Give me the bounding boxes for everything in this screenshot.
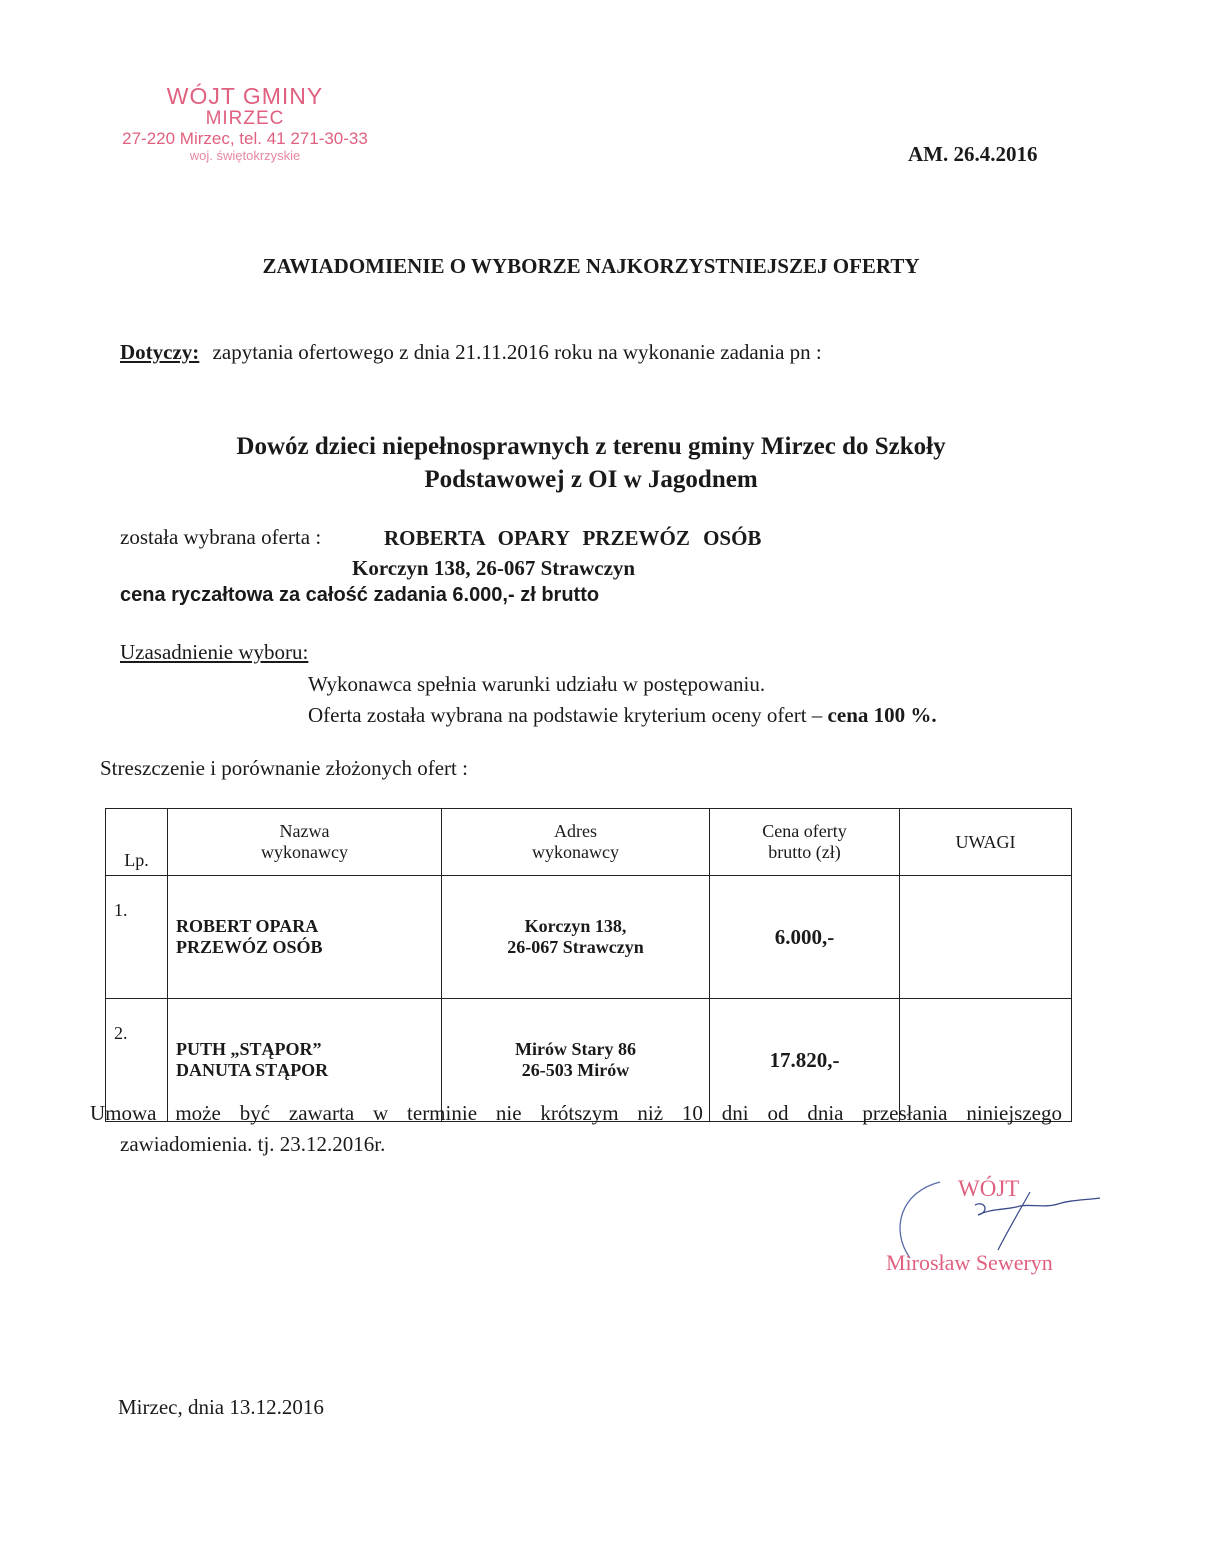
signature-title: WÓJT xyxy=(958,1176,1020,1201)
row-name: ROBERT OPARA PRZEWÓZ OSÓB xyxy=(168,876,442,999)
table-row xyxy=(106,876,1072,999)
row-address: Mirów Stary 86 26-503 Mirów xyxy=(442,999,710,1122)
contract-note-line-1: Umowa może być zawarta w terminie nie krótszym niż 10 dni od dnia przesłania niniejszego xyxy=(90,1101,1062,1125)
selected-offer-label: została wybrana oferta : xyxy=(120,525,322,549)
stamp-line-4: woj. świętokrzyskie xyxy=(189,147,301,163)
header-name: Nazwa wykonawcy xyxy=(168,809,442,876)
selected-offer-price: cena ryczałtowa za całość zadania 6.000,- zł brutto xyxy=(120,584,600,606)
justification-line-2-text: Oferta została wybrana na podstawie kryterium oceny ofert – xyxy=(308,703,823,727)
stamp-line-3: 27-220 Mirzec, tel. 41 271-30-33 xyxy=(122,129,368,149)
contract-note xyxy=(90,1098,1062,1160)
row-lp: 1. xyxy=(106,876,168,999)
stamp-line-2: MIRZEC xyxy=(205,108,285,130)
row-price: 17.820,- xyxy=(710,999,900,1122)
selected-offer-address: Korczyn 138, 26-067 Strawczyn xyxy=(352,556,636,580)
signature-name: Mirosław Seweryn xyxy=(886,1250,1053,1275)
justification-criterion: cena 100 %. xyxy=(827,703,937,727)
document-title: ZAWIADOMIENIE O WYBORZE NAJKORZYSTNIEJSZEJ OFERTY xyxy=(262,254,920,278)
row-name: PUTH „STĄPOR” DANUTA STĄPOR xyxy=(168,999,442,1122)
table-header-row xyxy=(106,809,1072,876)
concerns-line xyxy=(120,340,822,365)
row-notes xyxy=(900,876,1072,999)
row-price: 6.000,- xyxy=(710,876,900,999)
concerns-text: zapytania ofertowego z dnia 21.11.2016 roku na wykonanie zadania pn : xyxy=(212,340,822,364)
offers-table xyxy=(105,808,1072,1122)
concerns-label: Dotyczy: xyxy=(120,340,200,364)
task-name-line-1: Dowóz dzieci niepełnosprawnych z terenu gminy Mirzec do Szkoły xyxy=(236,433,946,460)
header-price: Cena oferty brutto (zł) xyxy=(710,809,900,876)
justification-label: Uzasadnienie wyboru: xyxy=(120,640,309,664)
contract-note-line-2: zawiadomienia. tj. 23.12.2016r. xyxy=(120,1132,386,1156)
signature-block xyxy=(880,1170,1140,1280)
task-name xyxy=(0,430,1182,496)
justification-line-1: Wykonawca spełnia warunki udziału w postępowaniu. xyxy=(308,672,766,696)
header-notes: UWAGI xyxy=(900,809,1072,876)
justification-line-2 xyxy=(308,703,937,728)
selected-offer-name: ROBERTA OPARY PRZEWÓZ OSÓB xyxy=(384,526,762,550)
office-stamp xyxy=(100,84,390,163)
summary-label: Streszczenie i porównanie złożonych ofert : xyxy=(100,756,468,780)
header-lp: Lp. xyxy=(106,809,168,876)
task-name-line-2: Podstawowej z OI w Jagodnem xyxy=(424,466,758,493)
stamp-line-1: WÓJT GMINY xyxy=(166,83,324,109)
header-address: Adres wykonawcy xyxy=(442,809,710,876)
row-lp: 2. xyxy=(106,999,168,1122)
place-date: Mirzec, dnia 13.12.2016 xyxy=(118,1395,324,1419)
row-address: Korczyn 138, 26-067 Strawczyn xyxy=(442,876,710,999)
reference-number: AM. 26.4.2016 xyxy=(908,142,1038,166)
